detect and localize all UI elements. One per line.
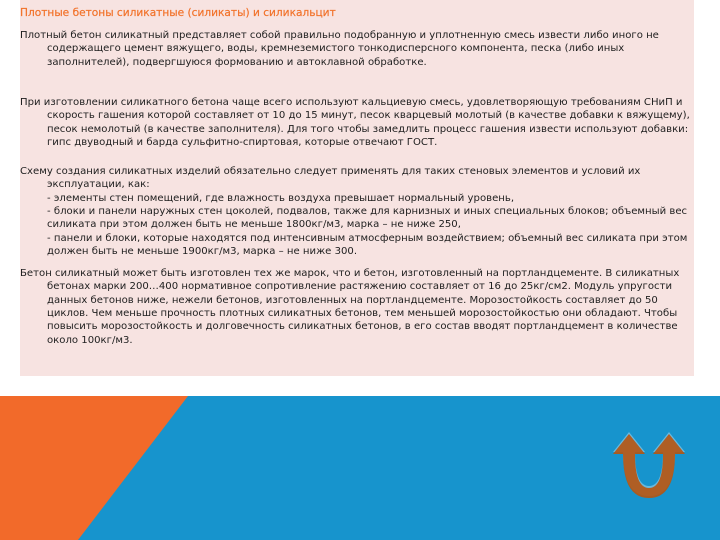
paragraph-properties: Бетон силикатный может быть изготовлен тех же марок, что и бетон, изготовленный на портландцементе. В силикатных бетонах марки 200…400 нормативное сопротивление растяжению составляет от 16 до 25кг/см2. Модуль упругости данных бетонов ниже, нежели бетонов, изготовленных на портландцементе. Морозостойкость составляет до 50 циклов. Чем меньше прочность плотных силикатных бетонов, тем меньшей морозостойкостью они обладают. Чтобы повысить морозостойкость и долговечность силикатных бетонов, в его состав вводят портландцемент в количестве около 100кг/м3. <box>20 268 680 346</box>
slide-title: Плотные бетоны силикатные (силикаты) и силикальцит <box>20 7 336 19</box>
footer-graphic <box>0 396 720 540</box>
paragraph-applications: Схему создания силикатных изделий обязательно следует применять для таких стеновых элементов и условий их эксплуатации, как: - элементы стен помещений, где влажность воздуха превышает нормальный уровень, - блоки и панели наружных стен цоколей, подвалов, также для карнизных и иных специальных блоков; объемный вес силиката при этом должен быть не меньше 1800кг/м3, марка – не ниже 250, - панели и блоки, которые находятся под интенсивным атмосферным воздействием; объемный вес силиката при этом должен быть не меньше 1900кг/м3, марка – не ниже 300. <box>20 166 688 258</box>
footer-decoration <box>0 396 720 540</box>
paragraph-definition: Плотный бетон силикатный представляет собой правильно подобранную и уплотненную смесь извести либо иного не содержащего цемент вяжущего, воды, кремнеземистого тонкодисперсного компонента, песка (либо иных заполнителей), подвергшуюся формованию и автоклавной обработке. <box>20 30 659 68</box>
paragraph-composition: При изготовлении силикатного бетона чаще всего используют кальциевую смесь, удовлетворяющую требованиям СНиП и скорость гашения которой составляет от 10 до 15 минут, песок кварцевый молотый (в качестве добавки к вяжущему), песок немолотый (в качестве заполнителя). Для того чтобы замедлить процесс гашения извести используют добавки: гипс двуводный и барда сульфитно-спиртовая, которые отвечают ГОСТ. <box>20 97 690 149</box>
